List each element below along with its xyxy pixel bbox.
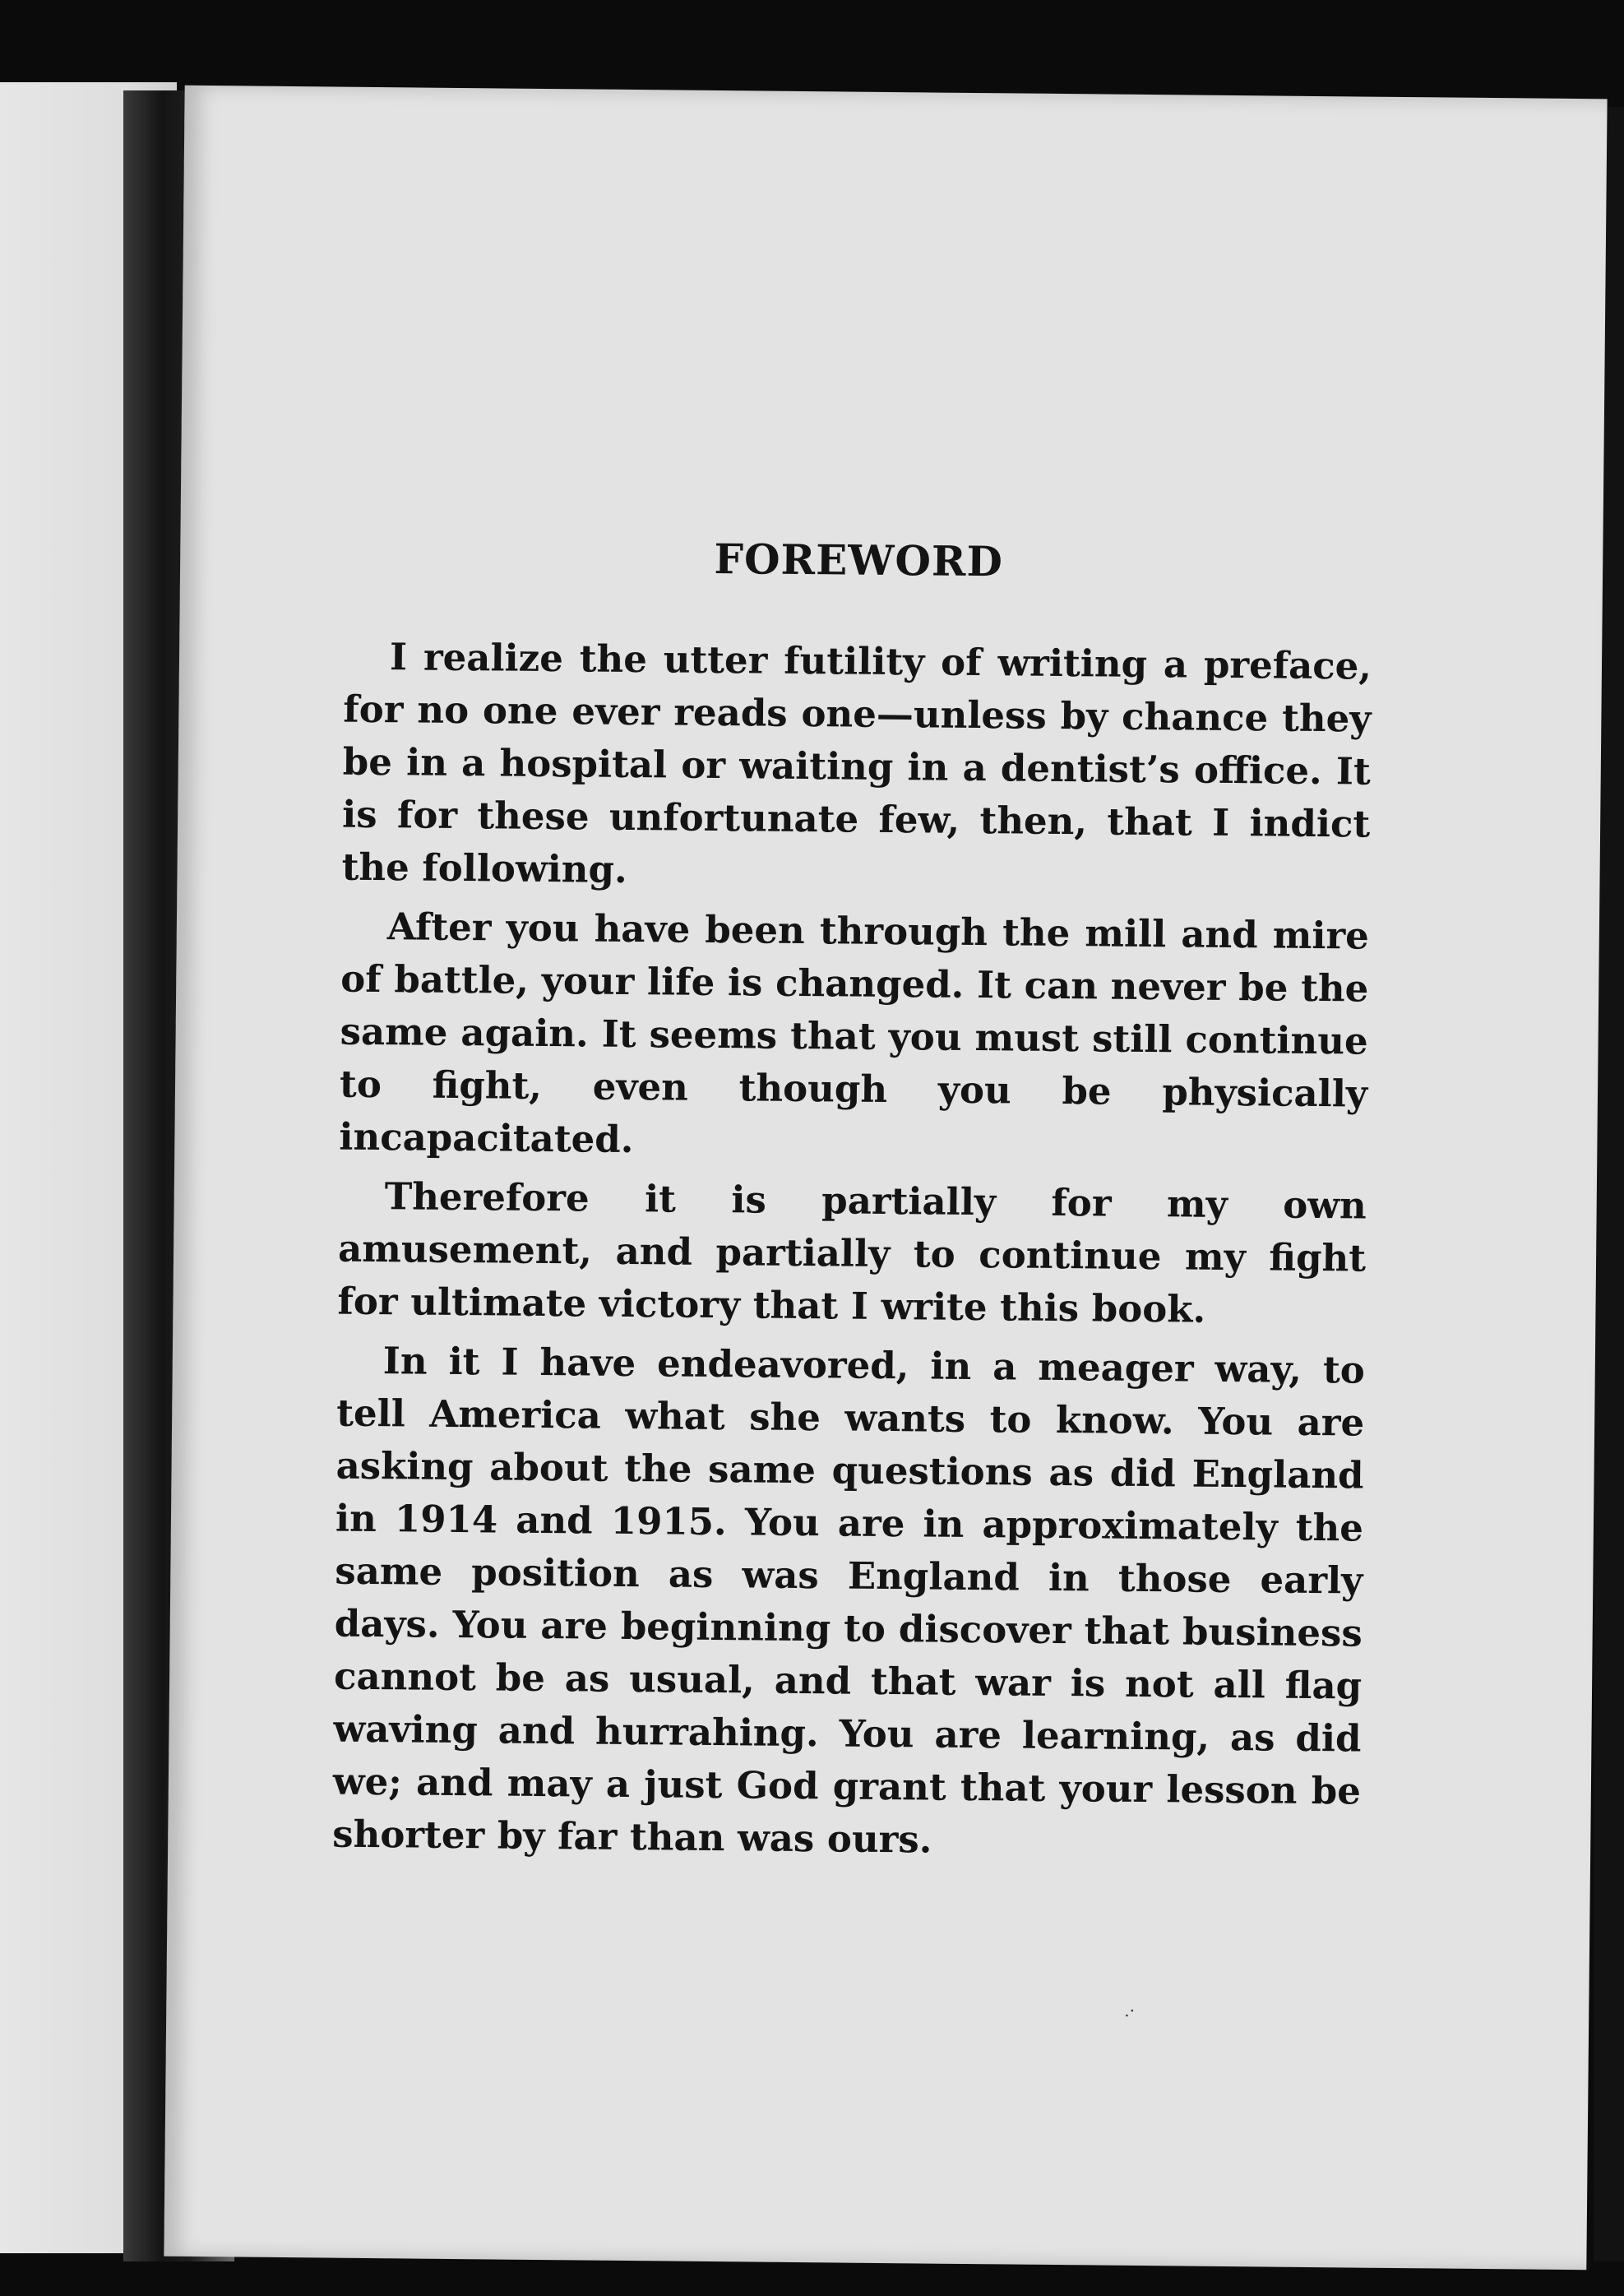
paragraph-4: In it I have endeavored, in a meager way, to tell America what she wants to know. You are asking about the same questions as did England in 1914 and 1915. You are in approximately the same position as was England in those early days. You are beginning to discover that business cannot be as usual, and that war is not all flag waving and hurrahing. You are learning, as did we; and may a just God grant that your lesson be shorter by far than was ours. bbox=[332, 1339, 1366, 1862]
page-title: FOREWORD bbox=[714, 534, 1004, 586]
paragraph-3: Therefore it is partially for my own amusement, and partially to continue my fight for ultimate victory that I write this book. bbox=[337, 1174, 1367, 1331]
book-page bbox=[164, 86, 1607, 2270]
foreword-text-block bbox=[332, 531, 1373, 1877]
paragraph-2: After you have been through the mill and mire of battle, your life is changed. It can never be the same again. It seems that you must still continue to fight, even though you be physically incapacitated. bbox=[339, 905, 1370, 1162]
paragraph-1: I realize the utter futility of writing a preface, for no one ever reads one—unless by chance they be in a hospital or waiting in a dentist’s office. It is for these unfortunate few, then, that I indict the following. bbox=[341, 635, 1372, 891]
print-speck: .· bbox=[1124, 2000, 1136, 2021]
